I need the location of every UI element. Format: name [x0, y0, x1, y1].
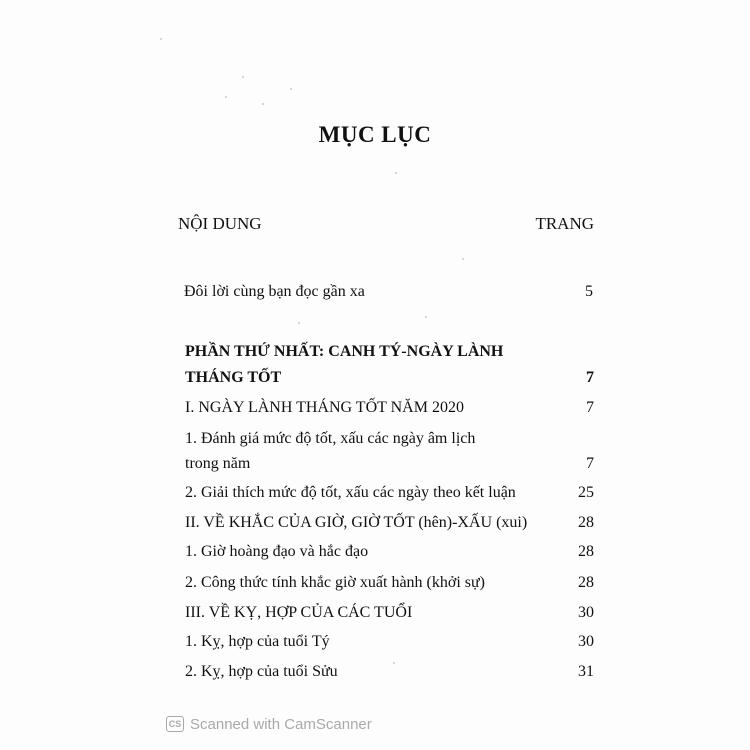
toc-entry[interactable]: [185, 660, 594, 684]
toc-entry[interactable]: [185, 601, 594, 625]
toc-entry[interactable]: [185, 481, 594, 505]
toc-entry[interactable]: [185, 511, 594, 535]
toc-entry-text: 2. Kỵ, hợp của tuổi Sửu: [185, 663, 338, 680]
scanner-watermark: [166, 714, 372, 734]
toc-entry-page: 7: [586, 455, 594, 472]
toc-entry-text: PHẦN THỨ NHẤT: CANH TÝ-NGÀY LÀNH THÁNG TỐT: [185, 343, 504, 386]
toc-entry-page: 31: [578, 663, 594, 680]
toc-entry-text: 1. Kỵ, hợp của tuổi Tý: [185, 633, 330, 650]
toc-entry-page: 7: [586, 369, 594, 386]
toc-entry[interactable]: [185, 426, 594, 476]
scanner-watermark-text: Scanned with CamScanner: [190, 715, 372, 733]
toc-entry-page: 5: [585, 283, 593, 300]
toc-entry-text: Đôi lời cùng bạn đọc gần xa: [184, 283, 365, 300]
camscanner-logo-icon: CS: [166, 716, 184, 732]
toc-entry-page: 30: [578, 633, 594, 650]
toc-entry-page: 25: [578, 484, 594, 501]
page-column-label: TRANG: [535, 214, 594, 233]
toc-entry-page: 28: [578, 574, 594, 591]
toc-entry[interactable]: [185, 630, 594, 654]
toc-entry-text: I. NGÀY LÀNH THÁNG TỐT NĂM 2020: [185, 399, 464, 416]
toc-entry-text: 1. Giờ hoàng đạo và hắc đạo: [185, 543, 369, 560]
toc-entry[interactable]: [185, 571, 594, 595]
toc-entry-text: 1. Đánh giá mức độ tốt, xấu các ngày âm lịch trong năm: [185, 430, 476, 472]
content-column-label: NỘI DUNG: [178, 214, 262, 233]
toc-entry[interactable]: [184, 280, 593, 304]
toc-entry-page: 28: [578, 543, 594, 560]
page-title: MỤC LỤC: [318, 122, 432, 147]
toc-entry-page: 7: [586, 399, 594, 416]
toc-entry-page: 28: [578, 514, 594, 531]
toc-entry-text: 2. Công thức tính khắc giờ xuất hành (khởi sự): [185, 574, 485, 591]
toc-entry[interactable]: [185, 396, 594, 420]
toc-entry-text: 2. Giải thích mức độ tốt, xấu các ngày theo kết luận: [185, 484, 516, 501]
toc-entry[interactable]: [185, 339, 594, 391]
toc-entry-text: III. VỀ KỴ, HỢP CỦA CÁC TUỔI: [185, 604, 413, 621]
toc-entry-page: 30: [578, 604, 594, 621]
toc-entry-text: II. VỀ KHẮC CỦA GIỜ, GIỜ TỐT (hên)-XẤU (xui): [185, 514, 528, 531]
toc-entry[interactable]: [185, 540, 594, 564]
